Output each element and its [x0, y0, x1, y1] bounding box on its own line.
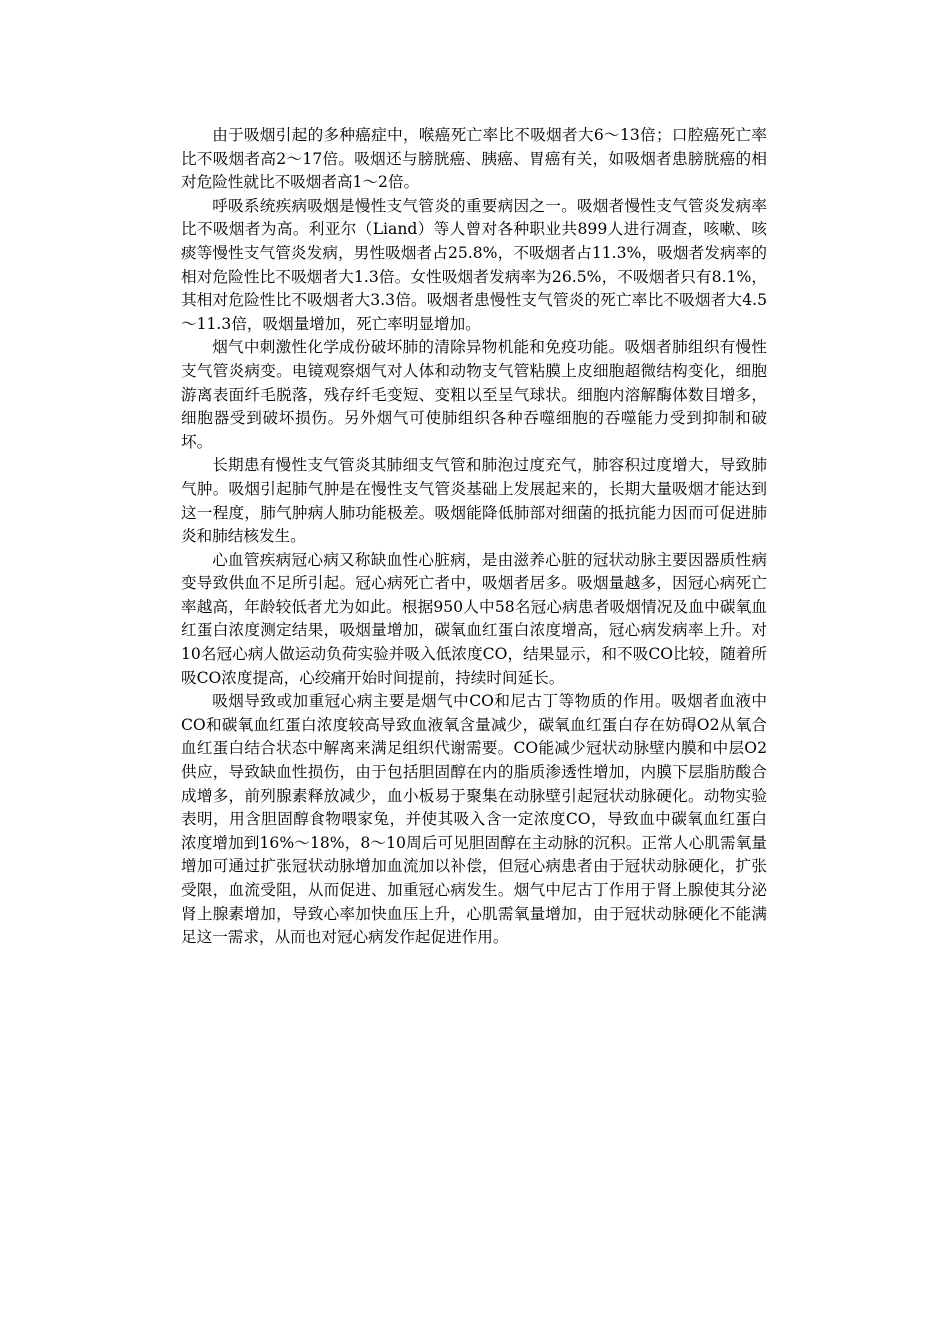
- paragraph-cancer: 由于吸烟引起的多种癌症中，喉癌死亡率比不吸烟者大6～13倍；口腔癌死亡率比不吸烟者高2～17倍。吸烟还与膀胱癌、胰癌、胃癌有关，如吸烟者患膀胱癌的相对危险性就比不吸烟者高1～2倍。: [181, 126, 767, 192]
- paragraph-co-nicotine-mechanism: 吸烟导致或加重冠心病主要是烟气中CO和尼古丁等物质的作用。吸烟者血液中CO和碳氧血红蛋白浓度较高导致血液氧含量减少，碳氧血红蛋白存在妨碍O2从氧合血红蛋白结合状态中解离来满足组织代谢需要。CO能减少冠状动脉壁内膜和中层O2供应，导致缺血性损伤，由于包括胆固醇在内的脂质渗透性增加，内膜下层脂肪酸合成增多，前列腺素释放减少，血小板易于聚集在动脉壁引起冠状动脉硬化。动物实验表明，用含胆固醇食物喂家兔，并使其吸入含一定浓度CO，导致血中碳氧血红蛋白浓度增加到16%～18%，8～10周后可见胆固醇在主动脉的沉积。正常人心肌需氧量增加可通过扩张冠状动脉增加血流加以补偿，但冠心病患者由于冠状动脉硬化，扩张受限，血流受阻，从而促进、加重冠心病发生。烟气中尼古丁作用于肾上腺使其分泌肾上腺素增加，导致心率加快血压上升，心肌需氧量增加，由于冠状动脉硬化不能满足这一需求，从而也对冠心病发作起促进作用。: [181, 692, 767, 947]
- paragraph-coronary-heart-disease: 心血管疾病冠心病又称缺血性心脏病，是由滋养心脏的冠状动脉主要因器质性病变导致供血不足所引起。冠心病死亡者中，吸烟者居多。吸烟量越多，因冠心病死亡率越高，年龄较低者尤为如此。根据950人中58名冠心病患者吸烟情况及血中碳氧血红蛋白浓度测定结果，吸烟量增加，碳氧血红蛋白浓度增高，冠心病发病率上升。对10名冠心病人做运动负荷实验并吸入低浓度CO，结果显示，和不吸CO比较，随着所吸CO浓度提高，心绞痛开始时间提前，持续时间延长。: [181, 550, 767, 687]
- paragraph-respiratory-disease: 呼吸系统疾病吸烟是慢性支气管炎的重要病因之一。吸烟者慢性支气管炎发病率比不吸烟者为高。利亚尔（Liand）等人曾对各种职业共899人进行凋查，咳嗽、咳痰等慢性支气管炎发病，男性吸烟者占25.8%，不吸烟者占11.3%，吸烟者发病率的相对危险性比不吸烟者大1.3倍。女性吸烟者发病率为26.5%，不吸烟者只有8.1%，其相对危险性比不吸烟者大3.3倍。吸烟者患慢性支气管炎的死亡率比不吸烟者大4.5～11.3倍，吸烟量增加，死亡率明显增加。: [181, 196, 767, 333]
- document-body: [181, 124, 767, 950]
- paragraph-lung-immune-function: 烟气中刺激性化学成份破坏肺的清除异物机能和免疫功能。吸烟者肺组织有慢性支气管炎病变。电镜观察烟气对人体和动物支气管粘膜上皮细胞超微结构变化，细胞游离表面纤毛脱落，残存纤毛变短、变粗以至呈气球状。细胞内溶解酶体数目增多，细胞器受到破坏损伤。另外烟气可使肺组织各种吞噬细胞的吞噬能力受到抑制和破坏。: [181, 338, 767, 451]
- paragraph-emphysema: 长期患有慢性支气管炎其肺细支气管和肺泡过度充气，肺容积过度增大，导致肺气肿。吸烟引起肺气肿是在慢性支气管炎基础上发展起来的，长期大量吸烟才能达到这一程度，肺气肿病人肺功能极差。吸烟能降低肺部对细菌的抵抗能力因而可促进肺炎和肺结核发生。: [181, 456, 767, 546]
